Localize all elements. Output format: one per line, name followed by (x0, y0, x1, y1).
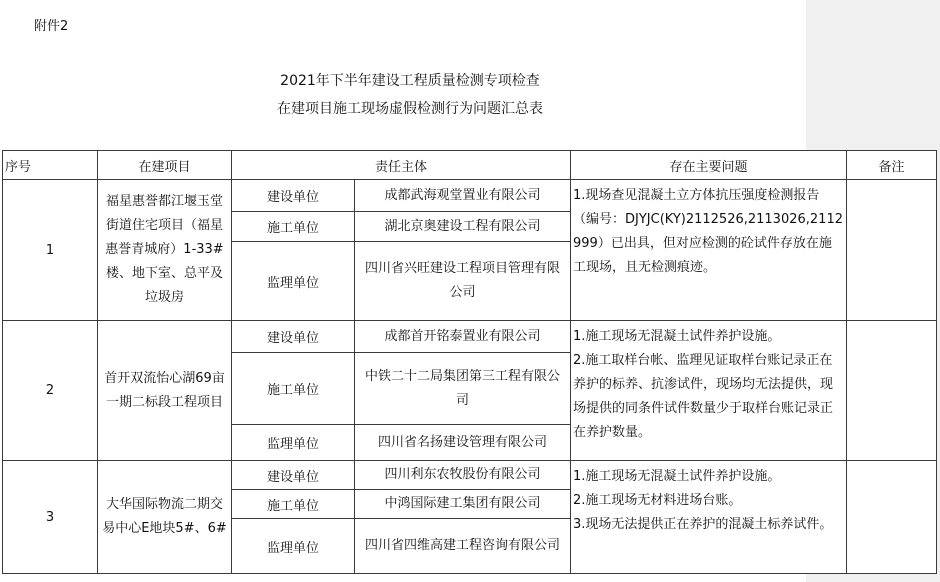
party-company: 湖北京奥建设工程有限公司 (355, 212, 571, 242)
party-company: 成都首开铭泰置业有限公司 (355, 321, 571, 353)
issue-item: 2.施工取样台帐、监理见证取样台账记录正在养护的标养、抗渗试件，现场均无法提供，现场提供的同条件试件数量少于取样台账记录正在养护数量。 (573, 353, 834, 440)
row-issues (571, 461, 847, 574)
row-seq: 2 (3, 321, 98, 461)
issue-item: 1.施工现场无混凝土试件养护设施。 (573, 469, 781, 484)
issue-item: 3.现场无法提供正在养护的混凝土标养试件。 (573, 517, 833, 532)
document-title-line2: 在建项目施工现场虚假检测行为问题汇总表 (277, 101, 543, 117)
table-row (3, 321, 937, 353)
row-issues (571, 180, 847, 321)
issues-summary-table (2, 150, 937, 574)
party-company: 中铁二十二局集团第三工程有限公司 (355, 353, 571, 425)
table-header-row (3, 151, 937, 180)
document-title-line1: 2021年下半年建设工程质量检测专项检查 (280, 73, 540, 89)
row-project: 福星惠誉都江堰玉堂街道住宅项目（福星惠誉青城府）1-33#楼、地下室、总平及垃圾房 (98, 180, 232, 321)
party-role: 建设单位 (232, 180, 355, 212)
row-seq: 3 (3, 461, 98, 574)
row-seq: 1 (3, 180, 98, 321)
party-company: 四川利东农牧股份有限公司 (355, 461, 571, 490)
party-company: 四川省名扬建设管理有限公司 (355, 425, 571, 461)
party-role: 施工单位 (232, 353, 355, 425)
party-role: 监理单位 (232, 519, 355, 574)
party-company: 成都武海观堂置业有限公司 (355, 180, 571, 212)
row-remarks (847, 180, 937, 321)
header-remarks: 备注 (847, 151, 937, 180)
party-company: 四川省兴旺建设工程项目管理有限公司 (355, 242, 571, 321)
party-company: 中鸿国际建工集团有限公司 (355, 490, 571, 519)
header-seq: 序号 (3, 151, 98, 180)
attachment-label: 附件2 (34, 19, 69, 34)
issue-item: 1.现场查见混凝土立方体抗压强度检测报告（编号：DJYJC(KY)2112526,2113026,2112999）已出具，但对应检测的砼试件存放在施工现场，且无检测痕迹。 (573, 188, 843, 275)
row-remarks (847, 461, 937, 574)
row-issues (571, 321, 847, 461)
header-responsible: 责任主体 (232, 151, 571, 180)
header-issues: 存在主要问题 (571, 151, 847, 180)
party-role: 施工单位 (232, 212, 355, 242)
row-remarks (847, 321, 937, 461)
table-row (3, 180, 937, 212)
row-project: 首开双流怡心湖69亩一期二标段工程项目 (98, 321, 232, 461)
party-company: 四川省四维高建工程咨询有限公司 (355, 519, 571, 574)
row-project: 大华国际物流二期交易中心E地块5#、6# (98, 461, 232, 574)
party-role: 施工单位 (232, 490, 355, 519)
table-row (3, 461, 937, 490)
issue-item: 1.施工现场无混凝土试件养护设施。 (573, 329, 781, 344)
header-project: 在建项目 (98, 151, 232, 180)
party-role: 监理单位 (232, 425, 355, 461)
party-role: 建设单位 (232, 321, 355, 353)
party-role: 建设单位 (232, 461, 355, 490)
party-role: 监理单位 (232, 242, 355, 321)
issue-item: 2.施工现场无材料进场台账。 (573, 493, 742, 508)
